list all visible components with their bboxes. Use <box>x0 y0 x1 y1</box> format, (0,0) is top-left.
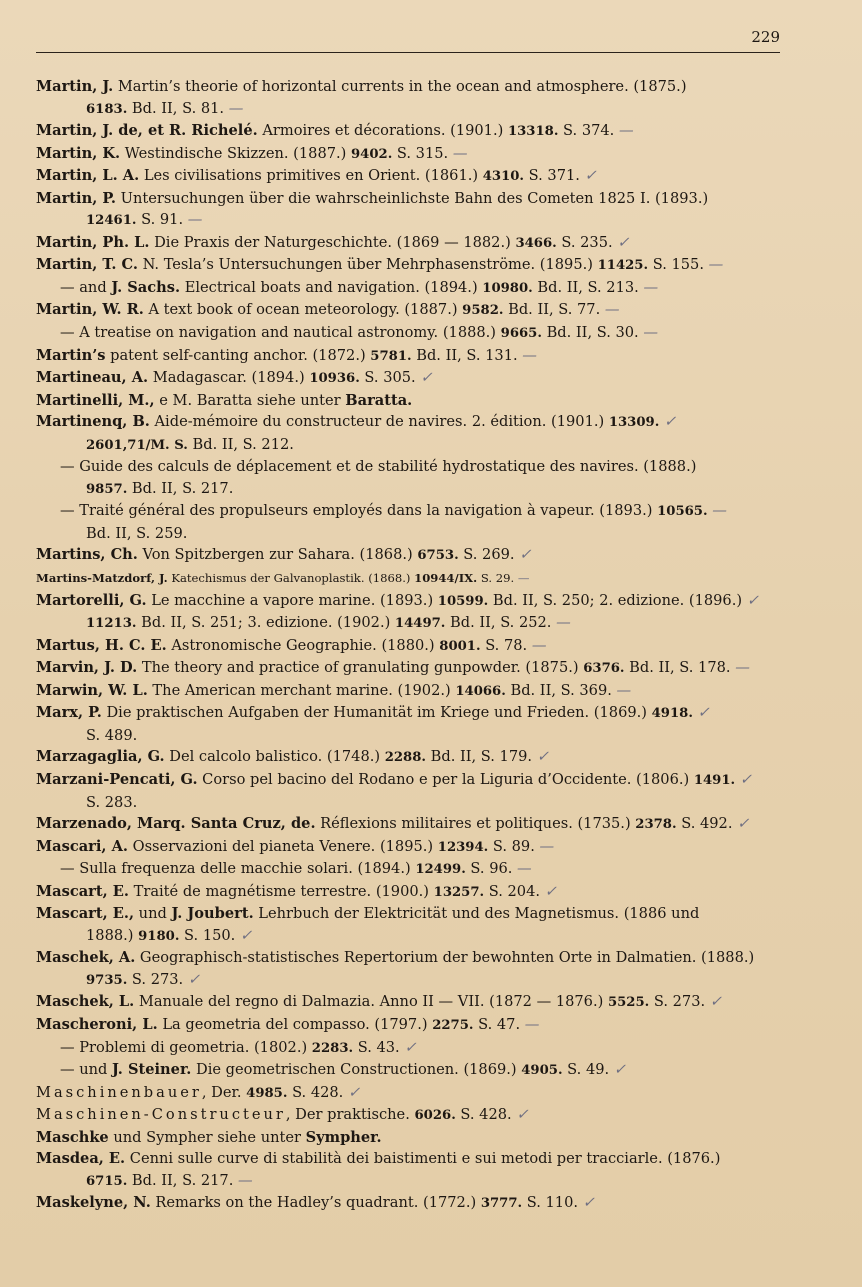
entry-line: Marzenado, Marq. Santa Cruz, de. Réflexions militaires et politiques. (1735.) 2378. S. 492. ✓ <box>36 815 750 833</box>
entry-line: Martorelli, G. Le macchine a vapore marine. (1893.) 10599. Bd. II, S. 250; 2. edizione. (1896.) ✓ <box>36 591 759 609</box>
entry-continuation-line: 2601,71/M. S. Bd. II, S. 212. <box>86 435 294 453</box>
index-entry <box>36 567 782 590</box>
index-entry <box>36 411 782 456</box>
page-number: 229 <box>751 28 780 46</box>
entry-line: — Sulla frequenza delle macchie solari. (1894.) 12499. S. 96. — <box>60 860 532 878</box>
index-entry <box>36 367 782 390</box>
index-entry <box>36 702 782 746</box>
entry-line: Marzani-Pencati, G. Corso pel bacino del Rodano e per la Liguria d’Occidente. (1806.) 1491. ✓ <box>36 770 752 788</box>
index-entries <box>36 76 782 1215</box>
index-entry <box>36 657 782 680</box>
entry-continuation-line: 11213. Bd. II, S. 251; 3. edizione. (1902.) 14497. Bd. II, S. 252. — <box>86 614 571 632</box>
entry-line: Maschke und Sympher siehe unter Sympher. <box>36 1128 382 1146</box>
entry-line: Mascheroni, L. La geometria del compasso. (1797.) 2275. S. 47. — <box>36 1015 540 1033</box>
index-entry <box>36 813 782 836</box>
entry-line: Martin, J. de, et R. Richelé. Armoires et décorations. (1901.) 13318. S. 374. — <box>36 122 634 140</box>
entry-line: Mascari, A. Osservazioni del pianeta Venere. (1895.) 12394. S. 89. — <box>36 837 555 855</box>
index-entry <box>36 947 782 991</box>
entry-line: Masdea, E. Cenni sulle curve di stabilità dei baistimenti e sui metodi per tracciarle. (1876.) <box>36 1150 721 1168</box>
entry-line: Martin, P. Untersuchungen über die wahrscheinlichste Bahn des Cometen 1825 I. (1893.) <box>36 189 709 207</box>
index-subentry <box>36 500 782 544</box>
entry-line: — Guide des calculs de déplacement et de stabilité hydrostatique des navires. (1888.) <box>60 458 697 476</box>
entry-continuation-line: 6715. Bd. II, S. 217. — <box>86 1171 253 1189</box>
entry-line: — and J. Sachs. Electrical boats and navigation. (1894.) 10980. Bd. II, S. 213. — <box>60 278 659 296</box>
entry-line: — A treatise on navigation and nautical astronomy. (1888.) 9665. Bd. II, S. 30. — <box>60 324 658 342</box>
index-entry <box>36 769 782 813</box>
entry-line: Marzagaglia, G. Del calcolo balistico. (1748.) 2288. Bd. II, S. 179. ✓ <box>36 748 549 766</box>
entry-continuation-line: S. 489. <box>86 726 138 744</box>
entry-line: Martin, L. A. Les civilisations primitives en Orient. (1861.) 4310. S. 371. ✓ <box>36 167 597 185</box>
entry-line: Maschinen-Constructeur, Der praktische. 6026. S. 428. ✓ <box>36 1106 529 1124</box>
index-entry <box>36 680 782 703</box>
entry-line: Marx, P. Die praktischen Aufgaben der Humanität im Kriege und Frieden. (1869.) 4918. ✓ <box>36 704 710 722</box>
entry-line: Martin, W. R. A text book of ocean meteorology. (1887.) 9582. Bd. II, S. 77. — <box>36 301 620 319</box>
index-subentry <box>36 322 782 345</box>
entry-line: Martin, Ph. L. Die Praxis der Naturgeschichte. (1869 — 1882.) 3466. S. 235. ✓ <box>36 233 630 251</box>
entry-line: Maschek, L. Manuale del regno di Dalmazia. Anno II — VII. (1872 — 1876.) 5525. S. 273. ✓ <box>36 993 723 1011</box>
entry-line: Martin, J. Martin’s theorie of horizontal currents in the ocean and atmosphere. (1875.) <box>36 78 687 95</box>
index-entry <box>36 1148 782 1192</box>
entry-line: Martin’s patent self-canting anchor. (1872.) 5781. Bd. II, S. 131. — <box>36 346 537 364</box>
index-entry <box>36 390 782 412</box>
index-entry <box>36 836 782 859</box>
index-entry <box>36 254 782 277</box>
entry-continuation-line: 9735. S. 273. ✓ <box>86 970 201 988</box>
index-entry <box>36 345 782 368</box>
index-entry <box>36 635 782 658</box>
index-entry <box>36 1192 782 1215</box>
index-entry <box>36 120 782 143</box>
entry-line: Marwin, W. L. The American merchant marine. (1902.) 14066. Bd. II, S. 369. — <box>36 681 632 699</box>
index-subentry <box>36 858 782 881</box>
entry-line: Maschinenbauer, Der. 4985. S. 428. ✓ <box>36 1083 361 1101</box>
entry-line: Martin, T. C. N. Tesla’s Untersuchungen über Mehrphasenströme. (1895.) 11425. S. 155. — <box>36 256 724 274</box>
entry-line: — Traité général des propulseurs employés dans la navigation à vapeur. (1893.) 10565. — <box>60 502 727 520</box>
entry-continuation-line: S. 283. <box>86 793 138 811</box>
index-entry <box>36 76 782 120</box>
index-entry <box>36 991 782 1014</box>
entry-line: Maskelyne, N. Remarks on the Hadley’s quadrant. (1772.) 3777. S. 110. ✓ <box>36 1194 595 1212</box>
index-entry <box>36 1014 782 1037</box>
entry-continuation-line: 9857. Bd. II, S. 217. <box>86 479 234 497</box>
entry-continuation-line: Bd. II, S. 259. <box>86 524 188 542</box>
index-entry <box>36 299 782 322</box>
index-entry <box>36 590 782 635</box>
entry-line: — und J. Steiner. Die geometrischen Constructionen. (1869.) 4905. S. 49. ✓ <box>60 1061 627 1079</box>
index-subentry <box>36 1059 782 1082</box>
index-entry <box>36 544 782 567</box>
entry-line: Mascart, E. Traité de magnétisme terrestre. (1900.) 13257. S. 204. ✓ <box>36 882 557 900</box>
entry-continuation-line: 6183. Bd. II, S. 81. — <box>86 99 244 117</box>
entry-line: Martins, Ch. Von Spitzbergen zur Sahara. (1868.) 6753. S. 269. ✓ <box>36 546 532 564</box>
header-rule <box>36 52 780 53</box>
entry-line: Martinelli, M., e M. Baratta siehe unter Baratta. <box>36 391 413 409</box>
index-entry <box>36 165 782 188</box>
index-entry <box>36 143 782 166</box>
index-subentry <box>36 456 782 500</box>
index-entry <box>36 1082 782 1105</box>
entry-line: Mascart, E., und J. Joubert. Lehrbuch der Elektricität und des Magnetismus. (1886 und <box>36 905 700 923</box>
index-entry <box>36 903 782 947</box>
entry-line: — Problemi di geometria. (1802.) 2283. S. 43. ✓ <box>60 1038 417 1056</box>
index-entry <box>36 232 782 255</box>
entry-line: Martineau, A. Madagascar. (1894.) 10936. S. 305. ✓ <box>36 369 433 387</box>
index-entry <box>36 1104 782 1127</box>
entry-continuation-line: 1888.) 9180. S. 150. ✓ <box>86 926 253 944</box>
index-entry <box>36 881 782 904</box>
index-subentry <box>36 1037 782 1060</box>
index-subentry <box>36 277 782 300</box>
index-entry <box>36 746 782 769</box>
entry-line: Marvin, J. D. The theory and practice of granulating gunpowder. (1875.) 6376. Bd. II, S. 178. — <box>36 659 750 677</box>
entry-continuation-line: 12461. S. 91. — <box>86 211 203 229</box>
entry-line: Martinenq, B. Aide-mémoire du constructeur de navires. 2. édition. (1901.) 13309. ✓ <box>36 413 677 431</box>
entry-line: Maschek, A. Geographisch-statistisches Repertorium der bewohnten Orte in Dalmatien. (1888.) <box>36 949 755 967</box>
index-entry <box>36 188 782 232</box>
entry-line: Martus, H. C. E. Astronomische Geographie. (1880.) 8001. S. 78. — <box>36 636 547 654</box>
entry-line: Martin, K. Westindische Skizzen. (1887.) 9402. S. 315. — <box>36 144 468 162</box>
index-entry <box>36 1127 782 1149</box>
entry-line: Martins-Matzdorf, J. Katechismus der Galvanoplastik. (1868.) 10944/IX. S. 29. — <box>36 571 530 586</box>
